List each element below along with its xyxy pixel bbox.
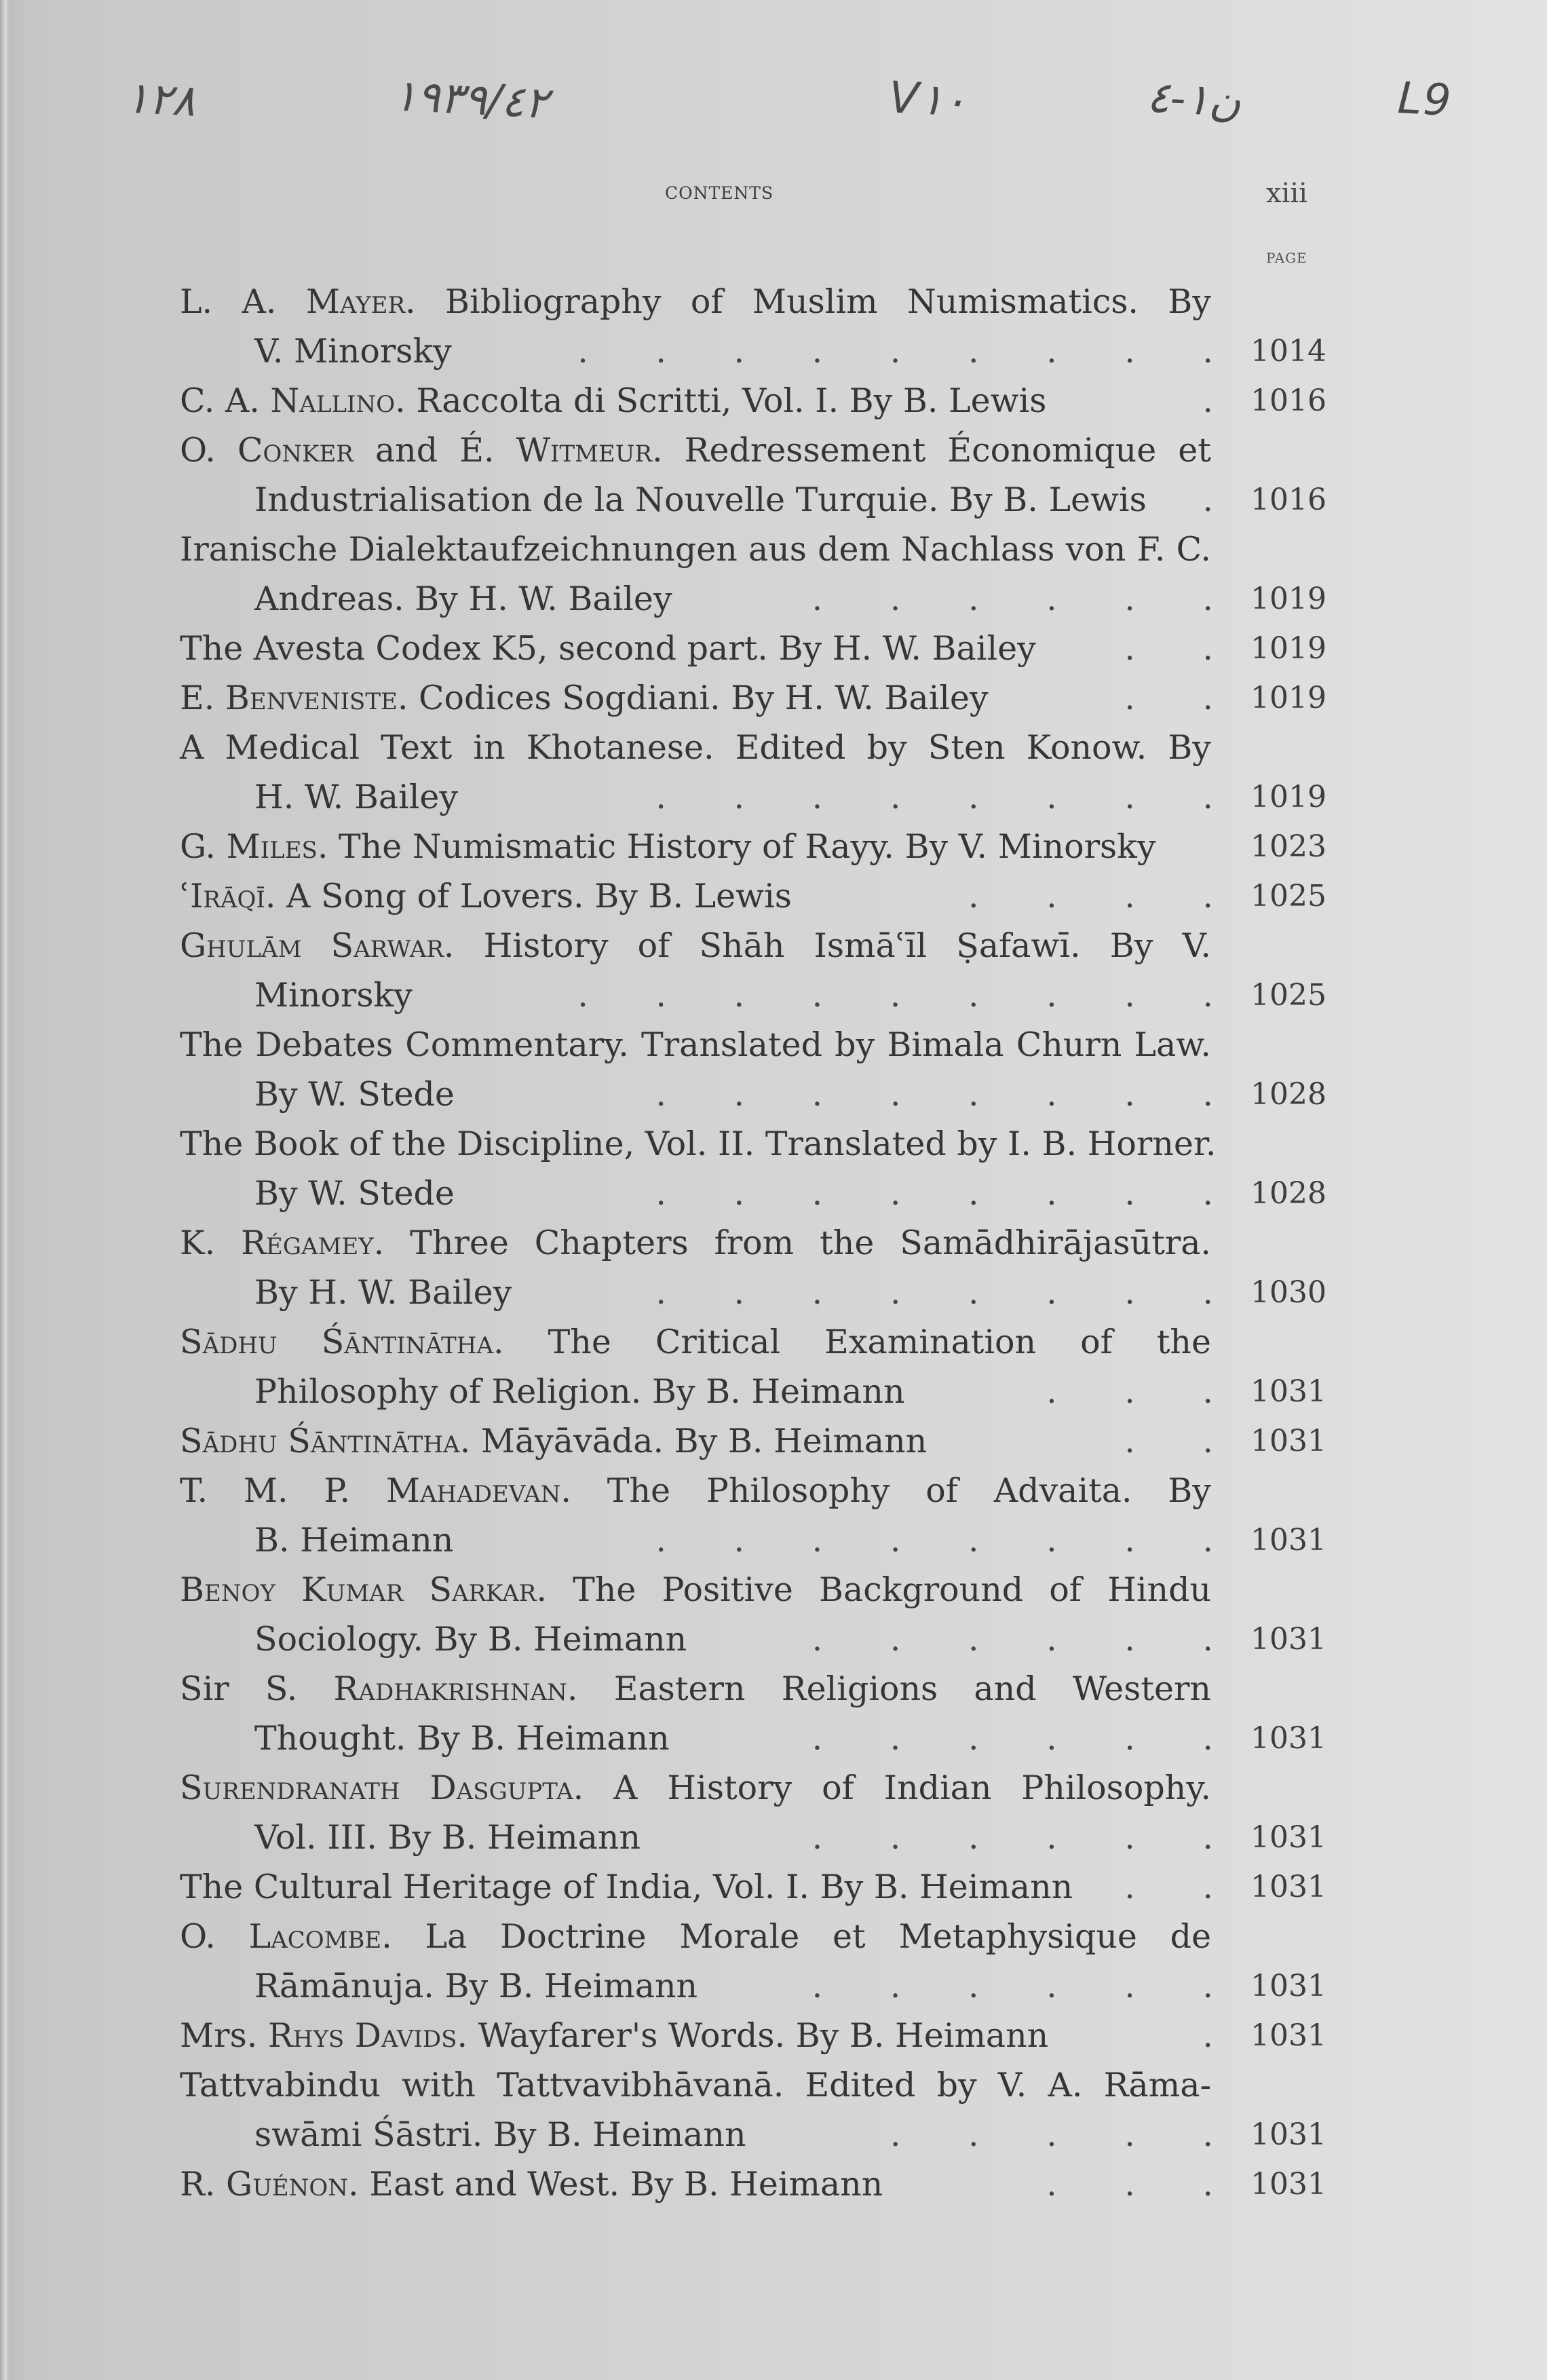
- page-number: 1019: [1250, 582, 1326, 616]
- toc-entry-line: [180, 723, 1326, 772]
- dot-leader: . . . . . .: [811, 1620, 1242, 1659]
- page-number: 1019: [1250, 681, 1326, 715]
- title-text: Rāmānuja. By B. Heimann: [254, 1967, 698, 2005]
- toc-entry-line: [180, 1218, 1326, 1268]
- dot-leader: . . . . . .: [811, 580, 1242, 618]
- entry-text: [254, 2115, 746, 2154]
- title-text: The Debates Commentary. Translated by Bimala Churn Law.: [180, 1025, 1211, 1064]
- handwritten-mark: L9: [1396, 73, 1454, 127]
- page-number: 1031: [1250, 2018, 1326, 2053]
- toc-entry-line: [180, 822, 1326, 871]
- title-text: A History of Indian Philosophy.: [584, 1769, 1211, 1807]
- page-number: 1019: [1250, 631, 1326, 666]
- toc-entry-line: [180, 1862, 1326, 1912]
- toc-entry-continuation-line: [180, 326, 1326, 376]
- toc-entry-line: [180, 1763, 1326, 1813]
- entry-text: [254, 976, 413, 1015]
- toc-entry-line: [180, 673, 1326, 723]
- toc-entry-line: [180, 1020, 1326, 1070]
- toc-entry: [180, 1664, 1326, 1763]
- toc-entry-line: [180, 1416, 1326, 1466]
- title-text: The Critical Examination of the: [503, 1323, 1211, 1361]
- title-text: Industrialisation de la Nouvelle Turquie. By B. Lewis: [254, 480, 1147, 519]
- entry-text: [180, 1422, 927, 1460]
- toc-entry: [180, 2060, 1326, 2159]
- handwritten-mark: ١٢٨: [124, 73, 197, 127]
- entry-text: [180, 921, 1211, 970]
- toc-entry-continuation-line: [180, 475, 1326, 525]
- entry-text: [254, 1372, 905, 1411]
- entry-text: [180, 827, 1156, 866]
- page-number: 1031: [1250, 1523, 1326, 1557]
- author-name: Benoy Kumar Sarkar.: [180, 1570, 547, 1609]
- title-text: Raccolta di Scritti, Vol. I. By B. Lewis: [405, 381, 1047, 420]
- toc-entry-line: [180, 871, 1326, 921]
- entry-text: [180, 1317, 1211, 1367]
- dot-leader: . . . . . .: [811, 1719, 1242, 1758]
- entry-text: [254, 1521, 453, 1560]
- page-number: 1031: [1250, 1870, 1326, 1904]
- toc-entry-line: [180, 1119, 1326, 1169]
- title-text: Iranische Dialektaufzeichnungen aus dem Nachlass von F. C.: [180, 530, 1211, 569]
- entry-text: [180, 877, 792, 915]
- toc-entry-continuation-line: [180, 1268, 1326, 1317]
- toc-entry: [180, 1466, 1326, 1565]
- dot-leader: . . .: [1046, 2165, 1242, 2204]
- page-number: 1016: [1250, 383, 1326, 418]
- entry-text: [254, 1075, 455, 1114]
- title-text: and: [353, 431, 460, 470]
- table-of-contents: [180, 277, 1326, 2209]
- toc-entry: [180, 1565, 1326, 1664]
- toc-entry-line: [180, 921, 1326, 970]
- title-text: La Doctrine Morale et Metaphysique de: [391, 1917, 1211, 1956]
- toc-entry: [180, 1763, 1326, 1862]
- page-number: 1031: [1250, 1622, 1326, 1657]
- toc-entry-line: [180, 1664, 1326, 1714]
- title-text: B. Heimann: [254, 1521, 454, 1560]
- toc-entry: [180, 2011, 1326, 2060]
- entry-text: [180, 679, 989, 717]
- title-text: East and West. By B. Heimann: [358, 2165, 883, 2204]
- dot-leader: . . . . . .: [811, 1967, 1242, 2005]
- author-name: G. Miles.: [180, 827, 328, 866]
- page-number: 1031: [1250, 2167, 1326, 2202]
- entry-text: [180, 426, 1211, 475]
- toc-entry-line: [180, 525, 1326, 574]
- author-name: E. Benveniste.: [180, 679, 408, 717]
- entry-text: [254, 1719, 670, 1758]
- toc-entry-continuation-line: [180, 574, 1326, 624]
- entry-text: [180, 1868, 1073, 1906]
- author-name: R. Guénon.: [180, 2165, 359, 2204]
- title-text: By W. Stede: [254, 1174, 455, 1213]
- title-text: The Avesta Codex K5, second part. By H. W. Bailey: [180, 629, 1036, 668]
- toc-entry: [180, 1218, 1326, 1317]
- toc-entry: [180, 1119, 1326, 1218]
- toc-entry: [180, 822, 1326, 871]
- author-name: Surendranath Dasgupta.: [180, 1769, 584, 1807]
- page-folio: xiii: [1266, 178, 1307, 209]
- dot-leader: . . . . . . . .: [655, 778, 1242, 816]
- entry-text: [254, 480, 1147, 519]
- dot-leader: . . . . . . . . .: [577, 976, 1242, 1015]
- entry-text: [254, 1620, 687, 1659]
- title-text: By H. W. Bailey: [254, 1273, 512, 1312]
- title-text: Minorsky: [254, 976, 413, 1015]
- toc-entry: [180, 1416, 1326, 1466]
- title-text: A Medical Text in Khotanese. Edited by Sten Konow. By: [180, 728, 1211, 767]
- entry-text: [180, 1119, 1217, 1169]
- toc-entry-continuation-line: [180, 2110, 1326, 2159]
- entry-text: [254, 1273, 512, 1312]
- toc-entry: [180, 2159, 1326, 2209]
- dot-leader: .: [1202, 381, 1242, 420]
- toc-entry: [180, 1912, 1326, 2011]
- dot-leader: . . . . . .: [811, 1818, 1242, 1857]
- toc-entry: [180, 673, 1326, 723]
- toc-entry-line: [180, 1565, 1326, 1614]
- entry-text: [180, 1565, 1211, 1614]
- page-number: 1031: [1250, 1424, 1326, 1458]
- title-text: Māyāvāda. By B. Heimann: [470, 1422, 928, 1460]
- title-text: The Positive Background of Hindu: [546, 1570, 1211, 1609]
- toc-entry-line: [180, 1317, 1326, 1367]
- title-text: Vol. III. By B. Heimann: [254, 1818, 641, 1857]
- page-number: 1019: [1250, 780, 1326, 814]
- toc-entry: [180, 921, 1326, 1020]
- entry-text: [180, 381, 1046, 420]
- dot-leader: . .: [1124, 1868, 1242, 1906]
- author-prefix: Mrs.: [180, 2016, 268, 2055]
- toc-entry: [180, 1862, 1326, 1912]
- handwritten-mark: ١٩٣٩/٤٢: [392, 71, 550, 129]
- toc-entry-continuation-line: [180, 772, 1326, 822]
- toc-entry-continuation-line: [180, 970, 1326, 1020]
- title-text: V. Minorsky: [254, 332, 452, 371]
- toc-entry-line: [180, 277, 1326, 326]
- page-number: 1031: [1250, 1721, 1326, 1756]
- toc-entry: [180, 871, 1326, 921]
- toc-entry-line: [180, 376, 1326, 426]
- toc-entry-continuation-line: [180, 1367, 1326, 1416]
- entry-text: [254, 332, 452, 371]
- author-name: É. Witmeur.: [459, 431, 663, 470]
- entry-text: [254, 1818, 641, 1857]
- page-number: 1031: [1250, 1820, 1326, 1855]
- title-text: Thought. By B. Heimann: [254, 1719, 670, 1758]
- title-text: Sociology. By B. Heimann: [254, 1620, 687, 1659]
- entry-text: [180, 1218, 1211, 1268]
- author-name: O. Conker: [180, 431, 354, 470]
- toc-entry: [180, 723, 1326, 822]
- entry-text: [180, 525, 1211, 574]
- dot-leader: . . . .: [968, 877, 1242, 915]
- title-text: Codices Sogdiani. By H. W. Bailey: [408, 679, 989, 717]
- author-name: T. M. P. Mahadevan.: [180, 1471, 571, 1510]
- dot-leader: . .: [1124, 629, 1242, 668]
- page-number: 1031: [1250, 1374, 1326, 1409]
- toc-entry-line: [180, 2011, 1326, 2060]
- entry-text: [180, 2060, 1211, 2110]
- author-name: S. Radhakrishnan.: [265, 1669, 578, 1708]
- title-text: The Cultural Heritage of India, Vol. I. By B. Heimann: [180, 1868, 1073, 1906]
- dot-leader: . .: [1124, 679, 1242, 717]
- title-text: H. W. Bailey: [254, 778, 459, 816]
- toc-entry-continuation-line: [180, 1813, 1326, 1862]
- entry-text: [180, 2165, 883, 2204]
- title-text: Three Chapters from the Samādhirājasūtra.: [384, 1224, 1211, 1262]
- dot-leader: . . . . . . . .: [655, 1174, 1242, 1213]
- page-number: 1030: [1250, 1275, 1326, 1310]
- page-number: 1028: [1250, 1176, 1326, 1211]
- entry-text: [180, 277, 1211, 326]
- title-text: History of Shāh Ismāʿīl Ṣafawī. By V.: [454, 926, 1211, 965]
- entry-text: [180, 629, 1036, 668]
- entry-text: [180, 1763, 1211, 1813]
- toc-entry-continuation-line: [180, 1614, 1326, 1664]
- title-text: Bibliography of Muslim Numismatics. By: [415, 282, 1211, 321]
- entry-text: [180, 723, 1211, 772]
- toc-entry-line: [180, 1912, 1326, 1961]
- page-column-label: PAGE: [1266, 250, 1307, 266]
- author-name: ʿIrāqī.: [180, 877, 276, 915]
- page-number: 1031: [1250, 2117, 1326, 2152]
- entry-text: [254, 778, 458, 816]
- author-name: L. A. Mayer.: [180, 282, 416, 321]
- entry-text: [254, 1174, 455, 1213]
- author-name: O. Lacombe.: [180, 1917, 392, 1956]
- page-number: 1025: [1250, 879, 1326, 913]
- book-spine-edge: [0, 0, 18, 2380]
- toc-entry-line: [180, 624, 1326, 673]
- author-name: K. Régamey.: [180, 1224, 385, 1262]
- title-text: Redressement Économique et: [662, 431, 1211, 470]
- toc-entry: [180, 1317, 1326, 1416]
- entry-text: [180, 1020, 1211, 1070]
- author-name: C. A. Nallino.: [180, 381, 406, 420]
- entry-text: [254, 1967, 698, 2005]
- entry-text: [180, 1912, 1211, 1961]
- author-prefix: Sir: [180, 1669, 265, 1708]
- page-number: 1025: [1250, 978, 1326, 1013]
- title-text: Wayfarer's Words. By B. Heimann: [467, 2016, 1049, 2055]
- title-text: swāmi Śāstri. By B. Heimann: [254, 2115, 746, 2154]
- page-number: 1028: [1250, 1077, 1326, 1112]
- title-text: The Book of the Discipline, Vol. II. Translated by I. B. Horner.: [180, 1125, 1217, 1163]
- title-text: A Song of Lovers. By B. Lewis: [275, 877, 792, 915]
- entry-text: [180, 1664, 1211, 1714]
- page-number: 1014: [1250, 334, 1326, 369]
- author-name: Rhys Davids.: [267, 2016, 468, 2055]
- toc-entry-line: [180, 2060, 1326, 2110]
- dot-leader: . . . . . . . .: [655, 1075, 1242, 1114]
- page-number: 1031: [1250, 1969, 1326, 2003]
- author-name: Sādhu Śāntinātha.: [180, 1323, 504, 1361]
- dot-leader: .: [1202, 480, 1242, 519]
- dot-leader: .: [1202, 2016, 1242, 2055]
- entry-text: [180, 1466, 1211, 1515]
- dot-leader: . . . . . . . . .: [577, 332, 1242, 371]
- toc-entry: [180, 1020, 1326, 1119]
- toc-entry-line: [180, 426, 1326, 475]
- page-number: 1023: [1250, 829, 1326, 864]
- handwritten-mark: ن١-٤: [1145, 72, 1242, 128]
- dot-leader: . . . . . . . .: [655, 1521, 1242, 1560]
- toc-entry: [180, 624, 1326, 673]
- dot-leader: . . .: [1046, 1372, 1242, 1411]
- title-text: By W. Stede: [254, 1075, 455, 1114]
- toc-entry-line: [180, 1466, 1326, 1515]
- page-number: 1016: [1250, 483, 1326, 517]
- author-name: Sādhu Śāntinātha.: [180, 1422, 471, 1460]
- toc-entry: [180, 525, 1326, 624]
- title-text: Tattvabindu with Tattvavibhāvanā. Edited by V. A. Rāma-: [180, 2066, 1211, 2104]
- dot-leader: . . . . . . . .: [655, 1273, 1242, 1312]
- toc-entry-continuation-line: [180, 1714, 1326, 1763]
- toc-entry-line: [180, 2159, 1326, 2209]
- running-head: [0, 178, 1547, 212]
- handwritten-catalogue-annotation: [0, 68, 1547, 156]
- toc-entry: [180, 376, 1326, 426]
- entry-text: [254, 580, 672, 618]
- title-text: Andreas. By H. W. Bailey: [254, 580, 672, 618]
- toc-entry-continuation-line: [180, 1961, 1326, 2011]
- title-text: Eastern Religions and Western: [577, 1669, 1211, 1708]
- title-text: Philosophy of Religion. By B. Heimann: [254, 1372, 905, 1411]
- toc-entry-continuation-line: [180, 1515, 1326, 1565]
- running-head-title: contents: [665, 178, 774, 205]
- handwritten-mark: V١٠: [887, 73, 968, 127]
- entry-text: [180, 2016, 1048, 2055]
- dot-leader: . . . . .: [890, 2115, 1242, 2154]
- title-text: The Philosophy of Advaita. By: [571, 1471, 1211, 1510]
- author-name: Ghulām Sarwar.: [180, 926, 455, 965]
- title-text: The Numismatic History of Rayy. By V. Minorsky: [328, 827, 1156, 866]
- toc-entry: [180, 426, 1326, 525]
- dot-leader: . .: [1124, 1422, 1242, 1460]
- toc-entry: [180, 277, 1326, 376]
- toc-entry-continuation-line: [180, 1169, 1326, 1218]
- toc-entry-continuation-line: [180, 1070, 1326, 1119]
